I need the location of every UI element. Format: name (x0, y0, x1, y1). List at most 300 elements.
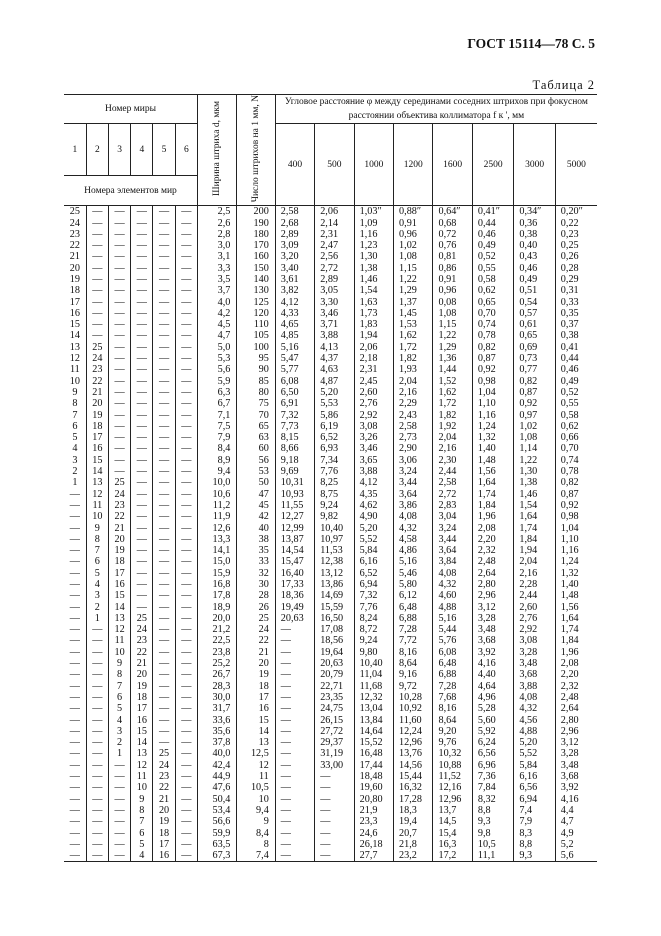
table-cell: 19 (131, 681, 153, 692)
table-cell: 4,9 (555, 828, 597, 839)
table-cell: 14 (69, 330, 80, 342)
table-cell: 18 (131, 692, 153, 703)
table-cell: — (69, 624, 80, 636)
table-cell: 7,1 (197, 410, 236, 421)
table-cell: 1,32 (472, 432, 513, 443)
table-cell: 9,24 (315, 500, 354, 511)
table-cell: 20 (153, 805, 175, 816)
table-cell: 2,29 (394, 398, 433, 409)
table-cell: 1,40 (555, 579, 597, 590)
table-cell: 25 (237, 613, 275, 624)
table-cell: — (175, 251, 197, 262)
table-cell: — (131, 218, 153, 229)
table-cell: 4,7 (197, 330, 236, 341)
table-cell: 12,5 (237, 748, 275, 759)
table-cell: 2,72 (433, 489, 472, 500)
table-cell: 3,44 (433, 534, 472, 545)
page-header: ГОСТ 15114—78 С. 5 (467, 36, 595, 51)
table-cell: 7,73 (275, 421, 314, 432)
table-cell: 15 (131, 726, 153, 737)
table-cell: 2,20 (472, 534, 513, 545)
table-cell: 6,52 (354, 568, 393, 579)
table-cell: 26,15 (315, 715, 354, 726)
table-cell: — (131, 545, 153, 556)
table-cell: 11 (131, 771, 153, 782)
table-cell: — (275, 737, 314, 748)
table-cell: 10,32 (433, 748, 472, 759)
table-cell: 2,8 (197, 229, 236, 240)
table-cell: 2,45 (354, 376, 393, 387)
table-cell: 0,61 (514, 319, 555, 330)
table-cell: 0,73 (514, 353, 555, 364)
table-cell: 10 (131, 782, 153, 793)
table-cell: 8 (86, 534, 108, 545)
table-cell: 0,55 (472, 263, 513, 274)
table-cell: 1,16 (472, 410, 513, 421)
table-cell: — (275, 624, 314, 635)
table-cell: — (86, 805, 108, 816)
table-cell: 3,7 (197, 285, 236, 296)
table-row (64, 489, 597, 500)
table-cell: 0,44 (555, 353, 597, 364)
table-cell: 7,9 (514, 816, 555, 827)
table-cell: 1,92 (433, 421, 472, 432)
table-cell: 33,6 (197, 715, 236, 726)
table-cell: 0,49 (514, 274, 555, 285)
table-cell: 0,70 (472, 308, 513, 319)
table-cell: — (86, 330, 108, 341)
table-cell: 120 (237, 308, 275, 319)
table-cell: — (175, 715, 197, 726)
table-cell: 0,96 (433, 285, 472, 296)
table-cell: 7,28 (433, 681, 472, 692)
table-cell: — (108, 782, 130, 793)
table-cell: 2,73 (394, 432, 433, 443)
table-row (64, 590, 597, 601)
table-cell: — (275, 703, 314, 714)
table-cell: 4,37 (315, 353, 354, 364)
table-row (64, 240, 597, 251)
table-cell: 8 (131, 805, 153, 816)
table-cell: 0,98 (555, 511, 597, 522)
table-cell: 2,06 (354, 342, 393, 353)
table-cell: 1,72 (394, 342, 433, 353)
table-cell: 22 (153, 782, 175, 793)
table-cell: 12,96 (433, 794, 472, 805)
table-cell: 3,0 (197, 240, 236, 251)
table-cell: 15,44 (394, 771, 433, 782)
table-cell: 14,56 (394, 760, 433, 771)
table-cell: 4,7 (555, 816, 597, 827)
table-row (64, 602, 597, 613)
table-cell: — (153, 647, 175, 658)
table-cell: 19 (69, 273, 80, 285)
table-cell: 3,09 (275, 240, 314, 251)
table-cell: — (153, 681, 175, 692)
table-cell: — (275, 828, 314, 839)
table-cell: 1,83 (354, 319, 393, 330)
table-cell: — (153, 274, 175, 285)
table-cell: — (69, 680, 80, 692)
table-cell: — (108, 319, 130, 330)
table-cell: 4,35 (354, 489, 393, 500)
table-cell: 1,94 (354, 330, 393, 341)
table-cell: — (86, 726, 108, 737)
table-cell: — (275, 794, 314, 805)
table-cell: 6 (72, 420, 78, 432)
table-cell: — (69, 601, 80, 613)
table-cell: 0,82 (514, 376, 555, 387)
table-cell: 8,8 (514, 839, 555, 850)
table-cell: 0,78 (472, 330, 513, 341)
table-cell: 3,40 (275, 263, 314, 274)
table-cell: — (86, 319, 108, 330)
table-cell: 3,65 (354, 455, 393, 466)
table-cell: 1,23 (354, 240, 393, 251)
table-cell: 5,47 (275, 353, 314, 364)
table-cell: — (153, 432, 175, 443)
table-cell: 200 (237, 206, 275, 218)
table-cell: — (275, 681, 314, 692)
table-row (64, 816, 597, 827)
table-cell: — (153, 715, 175, 726)
table-cell: 4,08 (514, 692, 555, 703)
table-cell: — (153, 477, 175, 488)
table-cell: — (175, 398, 197, 409)
table-cell: — (64, 850, 86, 862)
table-cell: 9,69 (275, 466, 314, 477)
table-cell: — (175, 263, 197, 274)
table-cell: — (69, 782, 80, 794)
table-caption: Таблица 2 (532, 78, 595, 92)
table-cell: 1,93 (394, 364, 433, 375)
table-cell: 2,32 (472, 545, 513, 556)
mire-index: 5 (153, 124, 175, 176)
table-cell: — (153, 669, 175, 680)
table-cell: 0,62 (472, 285, 513, 296)
table-cell: 10,92 (394, 703, 433, 714)
table-cell: 2,28 (514, 579, 555, 590)
table-cell: — (86, 297, 108, 308)
table-cell: — (131, 511, 153, 522)
table-cell: 4,4 (555, 805, 597, 816)
table-cell: — (153, 635, 175, 646)
table-cell: — (175, 816, 197, 827)
table-cell: 10,88 (433, 760, 472, 771)
table-cell: 1,45 (394, 308, 433, 319)
table-cell: 0,78 (555, 466, 597, 477)
table-cell: 1,82 (433, 410, 472, 421)
table-row (64, 432, 597, 443)
table-cell: 5,16 (275, 342, 314, 353)
table-cell: — (175, 240, 197, 251)
table-cell: 11,9 (197, 511, 236, 522)
mire-number-header: Номер миры (64, 95, 197, 124)
table-cell: — (69, 691, 80, 703)
focal-length-header: 400 (275, 124, 314, 206)
table-cell: 5 (72, 432, 78, 444)
table-cell: 13,76 (394, 748, 433, 759)
table-cell: — (315, 850, 354, 862)
table-cell: 7 (86, 545, 108, 556)
table-cell: 0,86 (433, 263, 472, 274)
table-cell: 25 (131, 613, 153, 624)
table-cell: 3,64 (433, 545, 472, 556)
table-cell: — (131, 364, 153, 375)
table-cell: — (175, 511, 197, 522)
table-cell: 20 (131, 669, 153, 680)
table-cell: 9,3 (472, 816, 513, 827)
table-cell: 3,04 (433, 511, 472, 522)
table-cell: — (175, 624, 197, 635)
table-cell: 5 (108, 703, 130, 714)
table-cell: 1,15 (433, 319, 472, 330)
table-row (64, 658, 597, 669)
table-cell: 11,55 (275, 500, 314, 511)
table-cell: — (86, 308, 108, 319)
table-cell: 4,16 (472, 658, 513, 669)
table-cell: 3,28 (514, 647, 555, 658)
table-cell: 63,5 (197, 839, 236, 850)
table-cell: 25 (86, 342, 108, 353)
table-cell: 3,3 (197, 263, 236, 274)
table-cell: 37,8 (197, 737, 236, 748)
table-cell: — (108, 330, 130, 341)
table-cell: 0,46 (555, 364, 597, 375)
table-cell: 2,31 (354, 364, 393, 375)
table-cell: 12,16 (433, 782, 472, 793)
table-row (64, 353, 597, 364)
table-cell: — (153, 624, 175, 635)
angular-distance-header: Угловое расстояние φ между серединами соседних штрихов при фокусном расстоянии объектива коллиматора f к ', мм (275, 95, 597, 124)
table-row (64, 760, 597, 771)
table-cell: — (153, 568, 175, 579)
table-cell: 13,87 (275, 534, 314, 545)
table-row (64, 737, 597, 748)
table-cell: — (315, 771, 354, 782)
table-row (64, 410, 597, 421)
table-cell: 21 (131, 658, 153, 669)
table-cell: 10 (108, 647, 130, 658)
table-cell: 2,04 (433, 432, 472, 443)
table-cell: 38 (237, 534, 275, 545)
table-cell: 22,71 (315, 681, 354, 692)
table-cell: — (108, 240, 130, 251)
table-cell: — (153, 692, 175, 703)
table-cell: — (175, 477, 197, 488)
table-cell: 7,32 (275, 410, 314, 421)
table-cell: 1,29 (433, 342, 472, 353)
table-cell: 4,5 (197, 319, 236, 330)
table-cell: — (108, 850, 130, 862)
table-cell: 12 (69, 353, 80, 365)
table-cell: — (86, 828, 108, 839)
table-cell: 2,56 (315, 251, 354, 262)
table-cell: 3,08 (354, 421, 393, 432)
table-cell: 0,35 (555, 308, 597, 319)
table-cell: 125 (237, 297, 275, 308)
table-cell: — (153, 421, 175, 432)
table-cell: 1,09 (354, 218, 393, 229)
table-cell: 0,26 (555, 251, 597, 262)
table-cell: — (108, 432, 130, 443)
table-cell: 1 (72, 477, 78, 489)
table-cell: 26,18 (354, 839, 393, 850)
table-cell: 9,3 (514, 850, 555, 862)
table-cell: 1,56 (555, 602, 597, 613)
table-cell: — (108, 839, 130, 850)
table-cell: — (69, 804, 80, 816)
table-cell: 0,92 (472, 364, 513, 375)
table-cell: 1,37 (394, 297, 433, 308)
table-cell: 0,66 (555, 432, 597, 443)
table-cell: 23,35 (315, 692, 354, 703)
table-cell: 2,96 (472, 590, 513, 601)
table-cell: 0,20″ (555, 206, 597, 218)
table-cell: 2,58 (275, 206, 314, 218)
table-cell: — (175, 218, 197, 229)
table-cell: 9 (108, 658, 130, 669)
table-cell: — (275, 748, 314, 759)
table-cell: — (175, 771, 197, 782)
table-cell: — (153, 342, 175, 353)
table-cell: 130 (237, 285, 275, 296)
table-cell: 18 (86, 421, 108, 432)
table-cell: 8,72 (354, 624, 393, 635)
table-cell: 3,08 (514, 635, 555, 646)
table-cell: 18 (153, 828, 175, 839)
table-cell: 12,99 (275, 523, 314, 534)
table-cell: 0,33 (555, 297, 597, 308)
table-cell: — (153, 218, 175, 229)
table-cell: 1,15 (394, 263, 433, 274)
table-cell: 0,40 (514, 240, 555, 251)
table-cell: 1,64 (555, 613, 597, 624)
table-cell: 1,94 (514, 545, 555, 556)
table-cell: — (86, 794, 108, 805)
table-cell: — (175, 342, 197, 353)
table-cell: — (108, 398, 130, 409)
table-cell: — (108, 410, 130, 421)
table-cell: — (175, 353, 197, 364)
table-cell: 17 (153, 839, 175, 850)
stroke-width-header (197, 95, 236, 206)
table-row (64, 579, 597, 590)
table-cell: — (153, 703, 175, 714)
table-cell: — (131, 523, 153, 534)
table-cell: 40 (237, 523, 275, 534)
table-cell: 13 (237, 737, 275, 748)
table-cell: 7,84 (472, 782, 513, 793)
table-cell: — (275, 771, 314, 782)
table-cell: 5,86 (315, 410, 354, 421)
table-cell: 0,74 (555, 455, 597, 466)
table-cell: 4,2 (197, 308, 236, 319)
table-cell: 5,92 (472, 726, 513, 737)
table-cell: 9,72 (394, 681, 433, 692)
table-cell: 24,75 (315, 703, 354, 714)
table-cell: 16 (69, 307, 80, 319)
table-cell: — (175, 330, 197, 341)
table-cell: — (153, 602, 175, 613)
table-cell: 140 (237, 274, 275, 285)
table-cell: 5,20 (514, 737, 555, 748)
table-cell: — (175, 794, 197, 805)
table-cell: 21 (108, 523, 130, 534)
table-cell: 5,44 (433, 624, 472, 635)
table-cell: 4,08 (433, 568, 472, 579)
table-row (64, 828, 597, 839)
table-cell: 2,16 (514, 568, 555, 579)
table-row (64, 500, 597, 511)
table-cell: 22,5 (197, 635, 236, 646)
table-cell: 56,6 (197, 816, 236, 827)
table-cell: 3,06 (394, 455, 433, 466)
table-cell: 19 (86, 410, 108, 421)
table-cell: 12,27 (275, 511, 314, 522)
table-row (64, 624, 597, 635)
table-cell: 17,28 (394, 794, 433, 805)
table-cell: 4,12 (275, 297, 314, 308)
table-cell: 7,72 (394, 635, 433, 646)
table-cell: 18 (237, 681, 275, 692)
table-cell: — (108, 297, 130, 308)
table-cell: 2,90 (394, 443, 433, 454)
table-cell: 42 (237, 511, 275, 522)
table-cell: 12 (237, 760, 275, 771)
table-cell: 53 (237, 466, 275, 477)
table-cell: 12 (131, 760, 153, 771)
table-cell: 2,64 (472, 568, 513, 579)
table-cell: 1,08 (433, 308, 472, 319)
table-cell: — (315, 805, 354, 816)
table-cell: 2,06 (315, 206, 354, 218)
table-cell: 4,88 (433, 602, 472, 613)
mire-index: 3 (108, 124, 130, 176)
table-cell: — (108, 455, 130, 466)
table-row (64, 692, 597, 703)
table-cell: 4,96 (472, 692, 513, 703)
table-cell: — (108, 816, 130, 827)
table-cell: 1,84 (555, 635, 597, 646)
table-cell: 10 (69, 375, 80, 387)
table-cell: 17,44 (354, 760, 393, 771)
table-cell: 2,68 (275, 218, 314, 229)
table-cell: 18,3 (394, 805, 433, 816)
table-cell: 24 (131, 624, 153, 635)
table-cell: — (153, 297, 175, 308)
table-cell: 2 (72, 466, 78, 478)
table-cell: 1,08 (514, 432, 555, 443)
table-cell: 6,56 (472, 748, 513, 759)
table-row (64, 850, 597, 862)
table-cell: 17 (131, 703, 153, 714)
table-cell: 24,6 (354, 828, 393, 839)
table-cell: 2,48 (472, 556, 513, 567)
table-cell: — (153, 364, 175, 375)
table-cell: — (86, 703, 108, 714)
table-cell: 4,40 (472, 669, 513, 680)
table-cell: 13,04 (354, 703, 393, 714)
table-cell: 5,0 (197, 342, 236, 353)
table-cell: 19,49 (275, 602, 314, 613)
table-cell: 6,12 (394, 590, 433, 601)
table-cell: — (275, 635, 314, 646)
table-cell: 4,86 (394, 545, 433, 556)
table-cell: 12,96 (394, 737, 433, 748)
table-cell: 12,38 (315, 556, 354, 567)
table-cell: 9,4 (197, 466, 236, 477)
